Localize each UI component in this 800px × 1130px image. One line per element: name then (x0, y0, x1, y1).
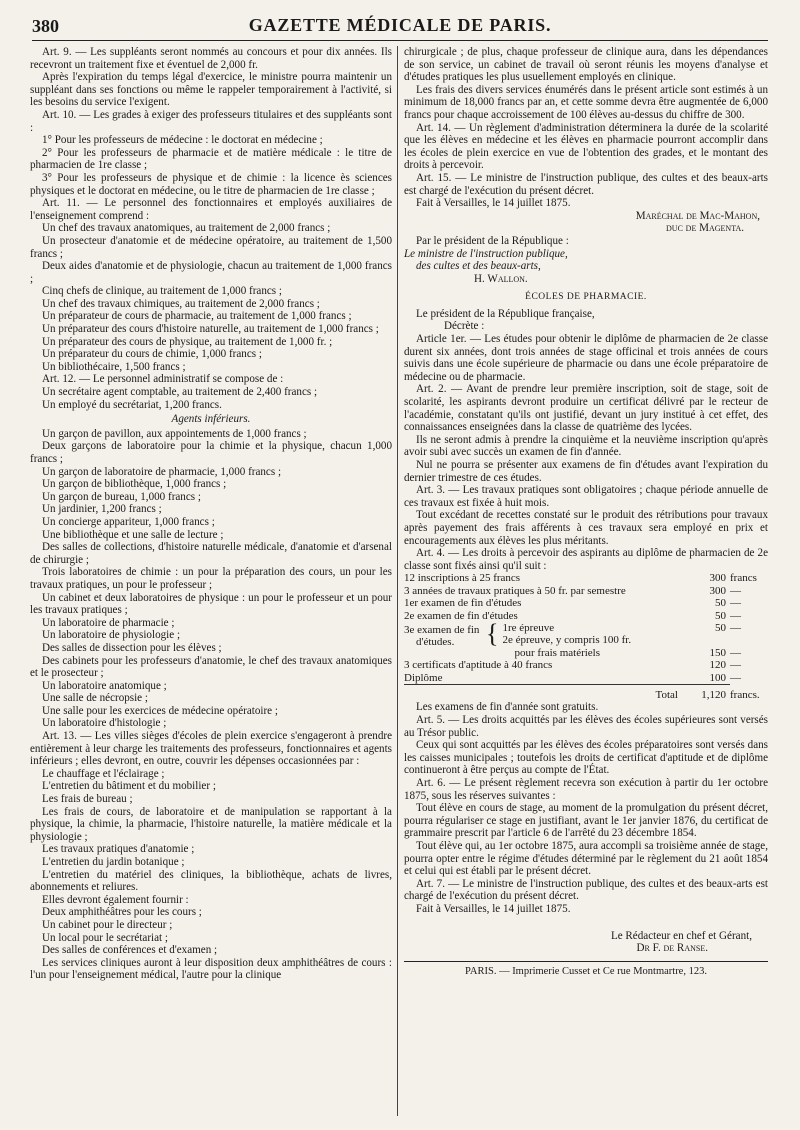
paragraph: Deux garçons de laboratoire pour la chimie et la physique, chacun 1,000 francs ; (30, 440, 392, 465)
fee-row (404, 659, 768, 671)
fee-label: 3 années de travaux pratiques à 50 fr. par semestre (404, 584, 626, 597)
exam3-part: pour frais matériels (514, 646, 601, 659)
paragraph: Un garçon de bibliothèque, 1,000 francs ; (42, 478, 227, 491)
paragraph: chirurgicale ; de plus, chaque professeur de clinique aura, dans les dépendances de son service, un cabinet de travail où seront réunis les moyens d'analyse et d'études pratiques les plus usuellement employés en clinique. (404, 46, 768, 84)
left-column (30, 46, 392, 982)
paragraph: Art. 2. — Avant de prendre leur première inscription, soit de stage, soit de scolarité, les aspirants devront produire un certificat délivré par le recteur de l'académie, constatant qu'ils ont justifié, devant un jury institué à cet effet, des connaissances enseignées dans la classe de quatrième des lycées. (404, 383, 768, 434)
fee-unit: francs (730, 572, 757, 585)
paragraph: Les examens de fin d'année sont gratuits. (416, 701, 599, 714)
paragraph: Ils ne seront admis à prendre la cinquième et la neuvième inscription qu'après avoir subi avec succès un examen de fin d'année. (404, 433, 768, 459)
paragraph: Un cabinet pour le directeur ; (42, 918, 173, 931)
fee-unit-block (730, 622, 768, 659)
fee-label: 2e examen de fin d'études (404, 609, 518, 622)
paragraph: Un local pour le secrétariat ; (42, 931, 168, 944)
paragraph: Une salle de nécropsie ; (42, 692, 148, 705)
fee-amount: 50 (715, 597, 726, 610)
fee-row (404, 597, 768, 609)
footer-rule (404, 961, 768, 962)
paragraph: Un garçon de laboratoire de pharmacie, 1,000 francs ; (42, 465, 282, 478)
paragraph: Un laboratoire de pharmacie ; (42, 616, 175, 629)
paragraph: Un préparateur des cours d'histoire naturelle, au traitement de 1,000 francs ; (42, 323, 379, 336)
paragraph: Un cabinet et deux laboratoires de physique : un pour le professeur et un pour les travaux pratiques ; (30, 591, 392, 617)
paragraph: Le président de la République française, (416, 307, 595, 320)
paragraph: Art. 6. — Le présent règlement recevra son exécution à partir du 1er octobre 1875, sous les réserves suivantes : (404, 776, 768, 802)
paragraph: Tout excédant de recettes constaté sur le produit des rétributions pour travaux après payement des frais afférents à ces travaux sera employé en prix et encouragements aux élèves les plus méritants. (404, 509, 768, 547)
paragraph: Les frais de cours, de laboratoire et de manipulation se rapportant à la physique, la chimie, la pharmacie, l'histoire naturelle, la matière médicale et la physiologie ; (30, 805, 392, 843)
exam3-part: 1re épreuve (502, 621, 555, 634)
paragraph: Un garçon de bureau, 1,000 francs ; (42, 490, 201, 503)
paragraph: Un employé du secrétariat, 1,200 francs. (42, 398, 222, 411)
paragraph: Un préparateur de cours de pharmacie, au traitement de 1,000 francs ; (42, 310, 352, 323)
paragraph: Après l'expiration du temps légal d'exercice, le ministre pourra maintenir un suppléant dans ses fonctions ou même le rappeler temporairement à l'activité, si les besoins du service l'exigent. (30, 71, 392, 109)
fee-row (404, 585, 768, 597)
brace-symbol: { (486, 618, 499, 648)
header-rule (32, 40, 768, 41)
paragraph: L'entretien du jardin botanique ; (42, 856, 185, 868)
fee-row (404, 610, 768, 622)
paragraph: Un préparateur du cours de chimie, 1,000 francs ; (42, 348, 262, 361)
fee-unit: — (730, 609, 741, 622)
paragraph: Un bibliothécaire, 1,500 francs ; (42, 360, 186, 373)
total-label: Total (404, 685, 682, 702)
paragraph: Cinq chefs de clinique, au traitement de 1,000 francs ; (42, 285, 282, 298)
paragraph: Les services cliniques auront à leur disposition deux amphithéâtres de cours : l'un pour l'enseignement médical, l'autre pour la clinique (30, 956, 392, 982)
signature-line: Maréchal de Mac-Mahon, (635, 209, 760, 222)
paragraph: Art. 10. — Les grades à exiger des professeurs titulaires et des suppléants sont : (30, 108, 392, 134)
minister-signature: H. Wallon. (474, 272, 528, 285)
paragraph: Un laboratoire d'histologie ; (42, 717, 167, 730)
paragraph: Art. 11. — Le personnel des fonctionnaires et employés auxiliaires de l'enseignement comprend : (30, 197, 392, 222)
total-amount: 1,120 (682, 685, 730, 702)
fee-row (404, 572, 768, 584)
fee-unit: — (730, 584, 741, 597)
exam3-label: d'études. (416, 636, 455, 649)
paragraph: Art. 3. — Les travaux pratiques sont obligatoires ; chaque période annuelle de ces travaux est fixée à huit mois. (404, 484, 768, 509)
exam3-label: 3e examen de fin (404, 623, 480, 636)
paragraph: Ceux qui sont acquittés par les élèves des écoles préparatoires sont versés dans les caisses municipales ; toutefois les droits de certificat d'aptitude et de diplôme continueront à être perçus au compte de l'État. (404, 739, 768, 777)
column-divider (397, 46, 398, 1116)
paragraph: Des cabinets pour les professeurs d'anatomie, le chef des travaux anatomiques et le prosecteur ; (30, 654, 392, 680)
fee-amount: 300 (709, 572, 726, 585)
paragraph: L'entretien du matériel des cliniques, la bibliothèque, achats de livres, abonnements et reliures. (30, 868, 392, 894)
paragraph: 2° Pour les professeurs de pharmacie et de matière médicale : le titre de pharmacien de 1re classe ; (30, 146, 392, 172)
fee-amount-block (682, 622, 730, 659)
section-heading: ÉCOLES DE PHARMACIE. (525, 292, 647, 303)
paragraph: Art. 9. — Les suppléants seront nommés au concours et pour dix années. Ils recevront un traitement fixe et éventuel de 2,000 fr. (30, 46, 392, 71)
fee-amount: 50 (715, 609, 726, 622)
fee-unit: — (730, 621, 741, 634)
fee-row (404, 622, 768, 659)
paragraph: Fait à Versailles, le 14 juillet 1875. (416, 197, 571, 210)
section-heading: Agents inférieurs. (171, 413, 251, 426)
fee-label: 1er examen de fin d'études (404, 597, 522, 610)
editor-name: Dr F. de Ranse. (636, 942, 708, 955)
paragraph: Art. 13. — Les villes sièges d'écoles de plein exercice s'engageront à prendre entièrement à leur charge les traitements des professeurs, fonctionnaires et agents inférieurs ; elles devront, en outre, couvrir les dépenses occasionnées par : (30, 730, 392, 768)
journal-title: GAZETTE MÉDICALE DE PARIS. (248, 15, 552, 35)
paragraph: Un chef des travaux anatomiques, au traitement de 2,000 francs ; (42, 222, 331, 235)
paragraph: Un concierge appariteur, 1,000 francs ; (42, 515, 215, 528)
paragraph: Article 1er. — Les études pour obtenir le diplôme de pharmacien de 2e classe durent six années, dont trois années de stage officinal et trois années de cours suivis dans une école supérieure de pharmacie ou dans une école préparatoire de médecine ou de pharmacie. (404, 333, 768, 383)
paragraph: Une bibliothèque et une salle de lecture ; (42, 528, 224, 541)
paragraph: Tout élève en cours de stage, au moment de la promulgation du présent décret, pourra régulariser ce stage en justifiant, avant le 1er janvier 1876, du certificat de grammaire prescrit par l'article 6 de l'arrêté du 23 décembre 1854. (404, 802, 768, 840)
right-column (404, 46, 768, 978)
fee-unit: — (730, 646, 741, 659)
paragraph: Tout élève qui, au 1er octobre 1875, aura accompli sa troisième année de stage, pourra opter entre le régime d'études déterminé par le règlement du 21 août 1854 et celui qui est établi par le présent décret. (404, 839, 768, 878)
paragraph: Un prosecteur d'anatomie et de médecine opératoire, au traitement de 1,500 francs ; (30, 234, 392, 260)
paragraph: Un laboratoire de physiologie ; (42, 629, 181, 642)
exam3-block (404, 618, 682, 659)
paragraph: Art. 5. — Les droits acquittés par les élèves des écoles supérieures sont versés au Trésor public. (404, 714, 768, 739)
fee-amount: 100 (709, 671, 726, 684)
fee-unit: — (730, 597, 741, 610)
paragraph: Un garçon de pavillon, aux appointements de 1,000 francs ; (42, 427, 307, 440)
paragraph: Art. 7. — Le ministre de l'instruction publique, des cultes et des beaux-arts est chargé de l'exécution du présent décret. (404, 877, 768, 903)
paragraph: Les frais de bureau ; (42, 793, 133, 806)
fee-amount: 150 (709, 646, 726, 659)
fee-label: Diplôme (404, 671, 443, 684)
fee-amount: 120 (709, 659, 726, 672)
paragraph: Elles devront également fournir : (42, 893, 189, 906)
page-number: 380 (32, 16, 59, 36)
minister-line: des cultes et des beaux-arts, (416, 260, 541, 273)
paragraph: Les travaux pratiques d'anatomie ; (42, 843, 195, 856)
paragraph: Des salles de collections, d'histoire naturelle médicale, d'anatomie et d'arsenal de chirurgie ; (30, 541, 392, 566)
paragraph: Deux aides d'anatomie et de physiologie, chacun au traitement de 1,000 francs ; (30, 260, 392, 285)
exam3-part: 2e épreuve, y compris 100 fr. (502, 634, 632, 647)
paragraph: Un laboratoire anatomique ; (42, 679, 167, 692)
printer-imprint: PARIS. — Imprimerie Cusset et Ce rue Montmartre, 123. (465, 965, 707, 977)
fee-label: 12 inscriptions à 25 francs (404, 572, 521, 585)
paragraph: Des salles de dissection pour les élèves ; (42, 641, 222, 654)
paragraph: Un secrétaire agent comptable, au traitement de 2,400 francs ; (42, 386, 318, 399)
paragraph: Art. 14. — Un règlement d'administration déterminera la durée de la scolarité que les élèves en médecine et les élèves en pharmacie pourront accomplir dans les écoles de plein exercice en vue de l'obtention des grades, et le montant des droits à percevoir. (404, 121, 768, 172)
total-row (404, 685, 768, 702)
fee-row (404, 672, 768, 685)
paragraph: 1° Pour les professeurs de médecine : le doctorat en médecine ; (42, 134, 323, 147)
paragraph: Des salles de conférences et d'examen ; (42, 944, 218, 957)
paragraph: Par le président de la République : (416, 234, 569, 247)
fee-amount: 50 (715, 621, 726, 634)
paragraph: Les frais des divers services énumérés dans le présent article sont estimés à un minimum de 18,000 francs par an, et cette somme devra être augmentée de 6,000 francs pour chaque accroissement de 100 élèves au-dessus du chiffre de 300. (404, 83, 768, 121)
paragraph: Un préparateur des cours de physique, au traitement de 1,000 fr. ; (42, 335, 333, 348)
minister-line: Le ministre de l'instruction publique, (404, 247, 568, 260)
paragraph: Art. 12. — Le personnel administratif se compose de : (42, 373, 284, 386)
paragraph: L'entretien du bâtiment et du mobilier ; (42, 780, 216, 793)
paragraph: Art. 15. — Le ministre de l'instruction publique, des cultes et des beaux-arts est chargé de l'exécution du présent décret. (404, 171, 768, 197)
paragraph: Art. 4. — Les droits à percevoir des aspirants au diplôme de pharmacien de 2e classe sont fixés ainsi qu'il suit : (404, 547, 768, 572)
paragraph: Le chauffage et l'éclairage ; (42, 767, 165, 780)
paragraph: Décrète : (444, 320, 485, 333)
paragraph: 3° Pour les professeurs de physique et de chimie : la licence ès sciences physiques et le doctorat en médecine, ou le titre de pharmacien de 1re classe ; (30, 171, 392, 197)
paragraph: Nul ne pourra se présenter aux examens de fin d'études avant l'expiration du dernier trimestre de ces études. (404, 459, 768, 484)
fee-unit: — (730, 671, 741, 684)
editor-line: Le Rédacteur en chef et Gérant, (610, 929, 752, 942)
paragraph: Un jardinier, 1,200 francs ; (42, 503, 162, 516)
page-header (32, 14, 768, 40)
paragraph: Fait à Versailles, le 14 juillet 1875. (416, 902, 571, 915)
paragraph: Une salle pour les exercices de médecine opératoire ; (42, 704, 278, 717)
paragraph: Trois laboratoires de chimie : un pour la préparation des cours, un pour les travaux pratiques, un pour le professeur ; (30, 566, 392, 591)
total-unit: francs. (730, 688, 760, 701)
fee-table (404, 572, 768, 701)
fee-unit: — (730, 659, 741, 672)
paragraph: Deux amphithéâtres pour les cours ; (42, 906, 202, 919)
fee-label: 3 certificats d'aptitude à 40 francs (404, 659, 553, 672)
fee-amount: 300 (709, 584, 726, 597)
paragraph: Un chef des travaux chimiques, au traitement de 2,000 francs ; (42, 297, 320, 310)
signature-line: duc de Magenta. (666, 222, 744, 235)
